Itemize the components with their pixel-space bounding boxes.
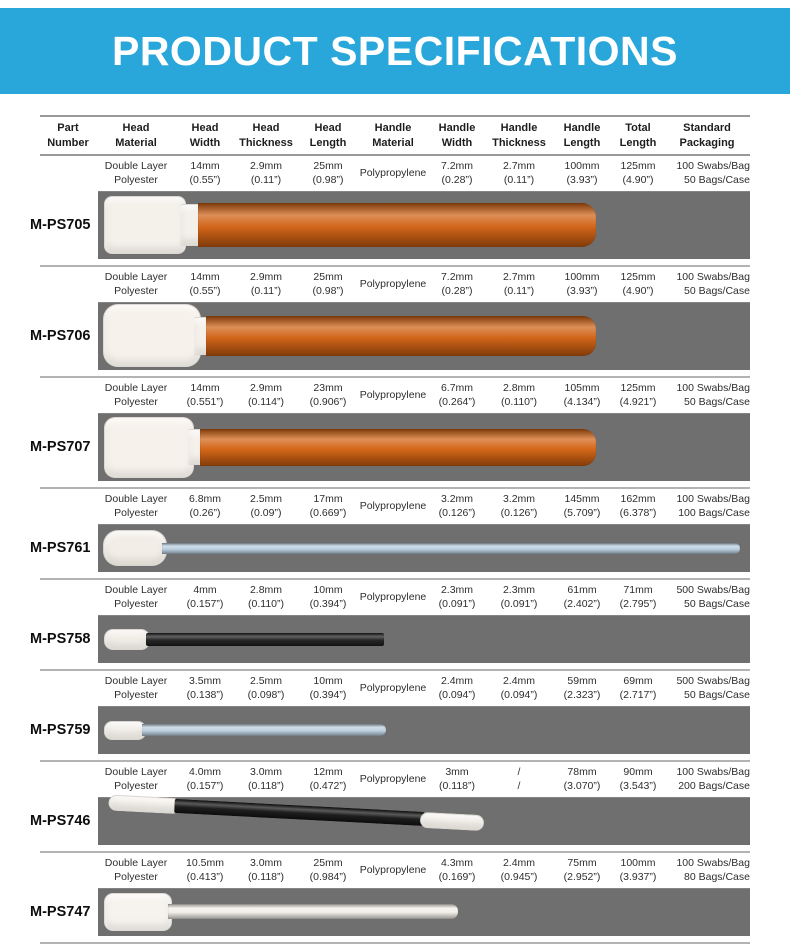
swab-head xyxy=(104,893,172,931)
product-row xyxy=(30,267,750,378)
product-visual xyxy=(30,524,750,572)
spec-head-width: 4.0mm (0.157”) xyxy=(186,766,224,792)
swab-handle xyxy=(200,429,596,466)
spec-handle-length: 78mm (3.070”) xyxy=(563,766,601,792)
spec-handle-thickness: 2.7mm (0.11”) xyxy=(502,160,536,186)
spec-values xyxy=(40,853,750,886)
spec-head-width: 4mm (0.157”) xyxy=(186,584,224,610)
spec-packaging: 100 Swabs/Bag 80 Bags/Case xyxy=(676,857,750,883)
spec-head-thickness: 3.0mm (0.118”) xyxy=(248,766,284,792)
spec-head-length: 10mm (0.394”) xyxy=(309,584,347,610)
product-photo xyxy=(98,706,750,754)
product-row xyxy=(30,378,750,489)
spec-head-thickness: 2.9mm (0.11”) xyxy=(249,271,283,297)
product-photo xyxy=(98,615,750,663)
swab-image xyxy=(98,524,750,572)
spec-part-spacer xyxy=(40,672,96,704)
product-visual xyxy=(30,413,750,481)
spec-handle-width: 7.2mm (0.28”) xyxy=(440,160,474,186)
spec-head-thickness: 2.8mm (0.110”) xyxy=(248,584,284,610)
spec-packaging: 100 Swabs/Bag 50 Bags/Case xyxy=(676,271,750,297)
spec-handle-length: 100mm (3.93”) xyxy=(564,271,600,297)
product-visual xyxy=(30,302,750,370)
column-header: Handle Length xyxy=(563,122,601,149)
spec-head-thickness: 2.5mm (0.09”) xyxy=(249,493,283,519)
product-visual xyxy=(30,706,750,754)
spec-handle-thickness: 3.2mm (0.126”) xyxy=(500,493,538,519)
spec-total-length: 69mm (2.717”) xyxy=(619,675,657,701)
swab-image xyxy=(98,888,750,936)
product-photo xyxy=(98,888,750,936)
column-header: Handle Thickness xyxy=(492,122,546,149)
spec-total-length: 71mm (2.795”) xyxy=(619,584,657,610)
spec-head-material: Double Layer Polyester xyxy=(104,766,168,792)
part-number: M-PS761 xyxy=(30,540,91,556)
spec-handle-length: 145mm (5.709”) xyxy=(563,493,601,519)
part-number: M-PS747 xyxy=(30,904,91,920)
spec-handle-thickness: 2.4mm (0.945”) xyxy=(500,857,538,883)
spec-handle-material: Polypropylene xyxy=(359,389,427,401)
spec-handle-width: 7.2mm (0.28”) xyxy=(440,271,474,297)
product-row xyxy=(30,853,750,944)
spec-total-length: 125mm (4.90”) xyxy=(620,160,656,186)
column-header: Part Number xyxy=(47,122,89,149)
spec-head-material: Double Layer Polyester xyxy=(104,271,168,297)
product-photo xyxy=(98,797,750,845)
spec-values xyxy=(40,156,750,189)
spec-head-length: 23mm (0.906”) xyxy=(309,382,347,408)
swab-image xyxy=(98,191,750,259)
spec-handle-thickness: 2.4mm (0.094”) xyxy=(500,675,538,701)
spec-part-spacer xyxy=(40,763,96,795)
product-visual xyxy=(30,615,750,663)
spec-head-width: 3.5mm (0.138”) xyxy=(186,675,224,701)
swab-handle xyxy=(146,633,384,646)
spec-packaging: 100 Swabs/Bag 50 Bags/Case xyxy=(676,382,750,408)
spec-handle-length: 61mm (2.402”) xyxy=(563,584,601,610)
swab-head xyxy=(420,812,485,831)
part-number: M-PS759 xyxy=(30,722,91,738)
table-body xyxy=(30,156,750,944)
spec-values xyxy=(40,267,750,300)
spec-handle-length: 105mm (4.134”) xyxy=(563,382,601,408)
swab-image xyxy=(98,302,750,370)
product-photo xyxy=(98,524,750,572)
spec-head-width: 14mm (0.55”) xyxy=(189,271,221,297)
spec-head-material: Double Layer Polyester xyxy=(104,675,168,701)
swab-head xyxy=(103,304,201,367)
page-title: PRODUCT SPECIFICATIONS xyxy=(111,27,679,74)
spec-packaging: 100 Swabs/Bag 50 Bags/Case xyxy=(676,160,750,186)
spec-head-material: Double Layer Polyester xyxy=(104,160,168,186)
swab-handle xyxy=(198,203,596,247)
spec-total-length: 125mm (4.90”) xyxy=(620,271,656,297)
spec-values xyxy=(40,580,750,613)
spec-handle-material: Polypropylene xyxy=(359,591,427,603)
spec-part-spacer xyxy=(40,157,96,189)
spec-head-material: Double Layer Polyester xyxy=(104,493,168,519)
swab-head xyxy=(103,530,167,566)
spec-values xyxy=(40,378,750,411)
column-header: Total Length xyxy=(619,122,657,149)
swab-head xyxy=(108,794,181,814)
swab-handle xyxy=(142,724,386,736)
column-header: Head Thickness xyxy=(239,122,293,149)
part-number: M-PS705 xyxy=(30,217,91,233)
spec-head-length: 10mm (0.394”) xyxy=(309,675,347,701)
swab-handle xyxy=(162,543,740,554)
spec-handle-material: Polypropylene xyxy=(359,773,427,785)
spec-head-length: 25mm (0.984”) xyxy=(309,857,347,883)
column-header: Standard Packaging xyxy=(679,122,735,149)
swab-head xyxy=(104,629,150,650)
column-header: Head Material xyxy=(115,122,157,149)
spec-head-thickness: 2.9mm (0.114”) xyxy=(248,382,284,408)
spec-packaging: 100 Swabs/Bag 100 Bags/Case xyxy=(676,493,750,519)
spec-handle-material: Polypropylene xyxy=(359,682,427,694)
spec-handle-material: Polypropylene xyxy=(359,500,427,512)
spec-head-material: Double Layer Polyester xyxy=(104,584,168,610)
part-number: M-PS706 xyxy=(30,328,91,344)
spec-handle-thickness: 2.7mm (0.11”) xyxy=(502,271,536,297)
spec-head-thickness: 3.0mm (0.118”) xyxy=(248,857,284,883)
spec-head-length: 17mm (0.669”) xyxy=(309,493,347,519)
spec-head-material: Double Layer Polyester xyxy=(104,382,168,408)
part-number: M-PS758 xyxy=(30,631,91,647)
spec-values xyxy=(40,489,750,522)
spec-head-thickness: 2.5mm (0.098”) xyxy=(247,675,285,701)
spec-handle-material: Polypropylene xyxy=(359,278,427,290)
swab-head xyxy=(104,721,146,740)
spec-head-length: 25mm (0.98”) xyxy=(312,160,344,186)
spec-part-spacer xyxy=(40,854,96,886)
spec-handle-width: 2.3mm (0.091”) xyxy=(438,584,476,610)
part-number: M-PS746 xyxy=(30,813,91,829)
spec-handle-width: 3mm (0.118”) xyxy=(439,766,475,792)
spec-handle-material: Polypropylene xyxy=(359,864,427,876)
swab-handle xyxy=(168,904,458,919)
spec-handle-length: 100mm (3.93”) xyxy=(564,160,600,186)
product-row xyxy=(30,156,750,267)
spec-handle-thickness: 2.3mm (0.091”) xyxy=(500,584,538,610)
spec-total-length: 125mm (4.921”) xyxy=(619,382,657,408)
swab-image xyxy=(98,615,750,663)
swab-head xyxy=(104,196,186,254)
spec-part-spacer xyxy=(40,379,96,411)
spec-total-length: 100mm (3.937”) xyxy=(619,857,657,883)
spec-part-spacer xyxy=(40,581,96,613)
spec-handle-width: 2.4mm (0.094”) xyxy=(438,675,476,701)
part-number: M-PS707 xyxy=(30,439,91,455)
spec-handle-width: 6.7mm (0.264”) xyxy=(438,382,476,408)
spec-head-width: 14mm (0.55”) xyxy=(189,160,221,186)
product-photo xyxy=(98,413,750,481)
swab-head xyxy=(104,417,194,478)
spec-values xyxy=(40,671,750,704)
product-visual xyxy=(30,888,750,936)
product-visual xyxy=(30,797,750,845)
spec-packaging: 500 Swabs/Bag 50 Bags/Case xyxy=(676,675,750,701)
spec-handle-material: Polypropylene xyxy=(359,167,427,179)
spec-part-spacer xyxy=(40,268,96,300)
spec-handle-width: 4.3mm (0.169”) xyxy=(438,857,476,883)
swab-image xyxy=(98,413,750,481)
spec-head-width: 10.5mm (0.413”) xyxy=(186,857,224,883)
spec-total-length: 90mm (3.543”) xyxy=(619,766,657,792)
spec-handle-length: 75mm (2.952”) xyxy=(563,857,601,883)
title-banner xyxy=(0,8,790,94)
spec-packaging: 100 Swabs/Bag 200 Bags/Case xyxy=(676,766,750,792)
spec-part-spacer xyxy=(40,490,96,522)
spec-handle-length: 59mm (2.323”) xyxy=(563,675,601,701)
column-header: Head Length xyxy=(309,122,347,149)
swab-handle xyxy=(174,799,424,826)
product-row xyxy=(30,762,750,853)
product-photo xyxy=(98,191,750,259)
swab-handle xyxy=(206,316,596,356)
spec-handle-width: 3.2mm (0.126”) xyxy=(438,493,476,519)
column-header: Handle Width xyxy=(438,122,476,149)
product-row xyxy=(30,580,750,671)
spec-head-length: 25mm (0.98”) xyxy=(312,271,344,297)
spec-handle-thickness: / / xyxy=(517,766,521,792)
spec-table xyxy=(30,115,750,944)
product-visual xyxy=(30,191,750,259)
column-header: Head Width xyxy=(189,122,221,149)
spec-head-thickness: 2.9mm (0.11”) xyxy=(249,160,283,186)
product-row xyxy=(30,671,750,762)
spec-head-width: 14mm (0.551”) xyxy=(186,382,224,408)
column-header: Handle Material xyxy=(372,122,414,149)
product-photo xyxy=(98,302,750,370)
spec-head-width: 6.8mm (0.26”) xyxy=(188,493,222,519)
table-header xyxy=(40,117,750,156)
swab-image xyxy=(98,706,750,754)
spec-head-length: 12mm (0.472”) xyxy=(309,766,347,792)
spec-handle-thickness: 2.8mm (0.110”) xyxy=(501,382,537,408)
spec-packaging: 500 Swabs/Bag 50 Bags/Case xyxy=(676,584,750,610)
product-row xyxy=(30,489,750,580)
spec-total-length: 162mm (6.378”) xyxy=(619,493,657,519)
spec-head-material: Double Layer Polyester xyxy=(104,857,168,883)
